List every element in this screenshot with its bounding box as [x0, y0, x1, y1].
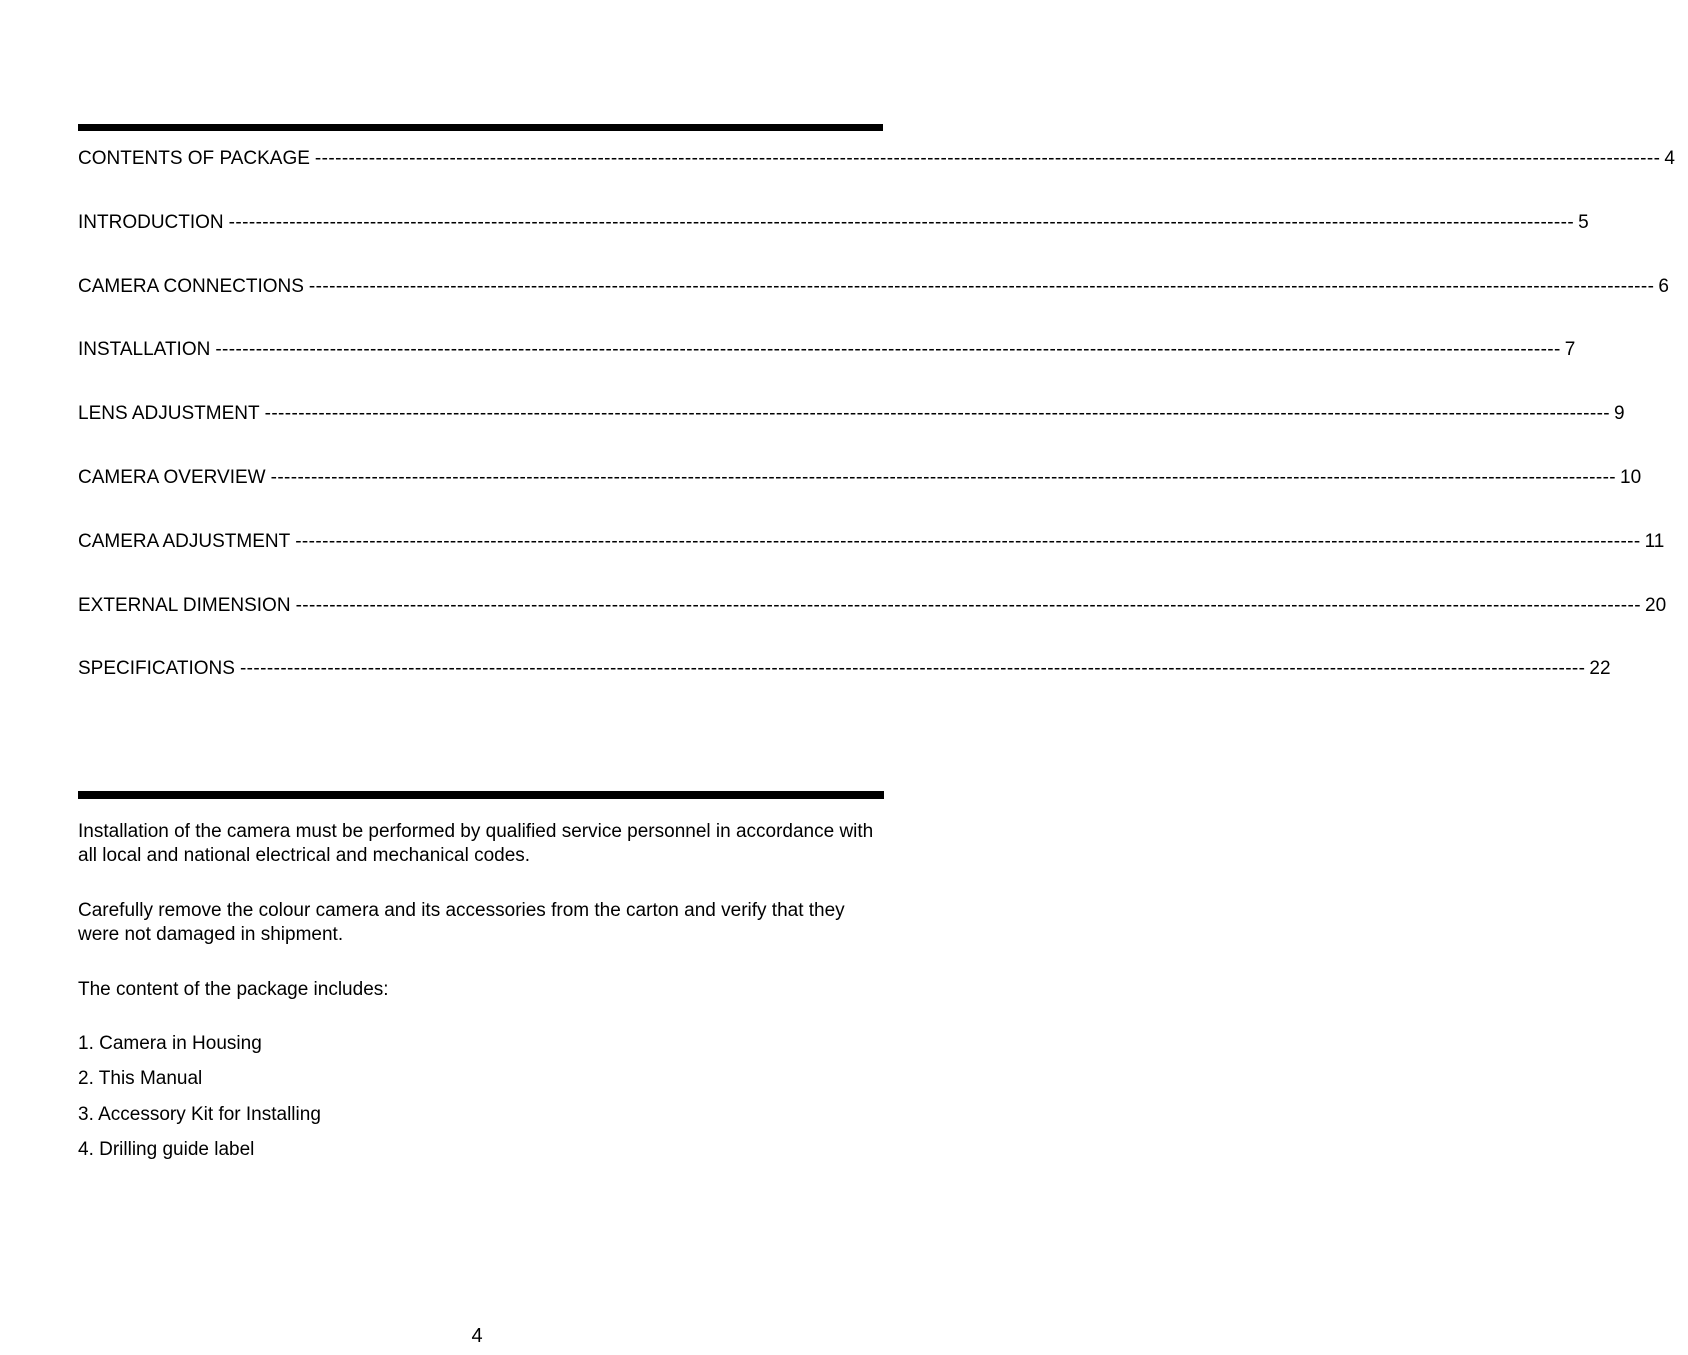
top-section-rule	[78, 124, 883, 131]
toc-entry-title: INSTALLATION	[78, 339, 211, 361]
toc-entry[interactable]	[78, 402, 1625, 466]
toc-leader-dashes: --------------------------------------------------------------------------------------------------------------------------------------------------------------------------------------------------------	[228, 211, 1575, 233]
toc-entry[interactable]	[78, 211, 1589, 275]
toc-entry[interactable]	[78, 466, 1642, 530]
toc-leader-dashes: --------------------------------------------------------------------------------------------------------------------------------------------------------------------------------------------------------	[264, 403, 1611, 425]
unpacking-paragraph: Carefully remove the colour camera and its accessories from the carton and verify that they were not damaged in shipment.	[78, 900, 845, 945]
list-item: 2. This Manual	[78, 1068, 203, 1090]
qualified-personnel-paragraph: Installation of the camera must be performed by qualified service personnel in accordance with all local and national electrical and mechanical codes.	[78, 821, 874, 866]
toc-entry-page: 7	[1564, 339, 1576, 361]
package-contents-list	[78, 1032, 321, 1174]
toc-leader-dashes: --------------------------------------------------------------------------------------------------------------------------------------------------------------------------------------------------------	[215, 339, 1561, 361]
toc-entry-title: INTRODUCTION	[78, 211, 224, 233]
toc-entry-page: 4	[1664, 148, 1675, 169]
toc-leader-dashes: --------------------------------------------------------------------------------------------------------------------------------------------------------------------------------------------------------	[270, 466, 1617, 488]
toc-entry-page: 9	[1614, 403, 1625, 425]
toc-leader-dashes: --------------------------------------------------------------------------------------------------------------------------------------------------------------------------------------------------------	[314, 148, 1661, 169]
toc-entry-page: 11	[1644, 530, 1665, 552]
toc-entry-title: CAMERA OVERVIEW	[78, 466, 266, 488]
toc-entry-page: 5	[1578, 211, 1589, 233]
list-item: 4. Drilling guide label	[78, 1139, 255, 1161]
toc-entry[interactable]	[78, 147, 1675, 211]
page-number: 4	[471, 1325, 483, 1347]
toc-entry[interactable]	[78, 275, 1669, 339]
toc-entry-title: CONTENTS OF PACKAGE	[78, 148, 310, 169]
toc-entry-title: LENS ADJUSTMENT	[78, 403, 260, 425]
toc-entry-title: CAMERA ADJUSTMENT	[78, 530, 291, 552]
list-item: 3. Accessory Kit for Installing	[78, 1103, 321, 1125]
toc-leader-dashes: --------------------------------------------------------------------------------------------------------------------------------------------------------------------------------------------------------	[239, 658, 1586, 680]
list-item: 1. Camera in Housing	[78, 1033, 262, 1054]
toc-leader-dashes: --------------------------------------------------------------------------------------------------------------------------------------------------------------------------------------------------------	[295, 530, 1641, 552]
toc-entry-page: 6	[1658, 275, 1669, 297]
toc-entry[interactable]	[78, 594, 1667, 658]
table-of-contents	[78, 147, 1675, 721]
toc-leader-dashes: --------------------------------------------------------------------------------------------------------------------------------------------------------------------------------------------------------	[295, 594, 1641, 616]
toc-entry-page: 22	[1589, 658, 1611, 680]
toc-entry[interactable]	[78, 657, 1611, 721]
toc-entry-page: 20	[1645, 594, 1667, 616]
toc-entry[interactable]	[78, 530, 1665, 594]
toc-entry-title: SPECIFICATIONS	[78, 658, 235, 680]
toc-entry-title: EXTERNAL DIMENSION	[78, 594, 291, 616]
toc-entry[interactable]	[78, 338, 1576, 402]
package-contents-intro: The content of the package includes:	[78, 979, 389, 1000]
toc-entry-page: 10	[1620, 466, 1642, 488]
package-section-rule	[78, 791, 884, 799]
toc-entry-title: CAMERA CONNECTIONS	[78, 275, 304, 297]
toc-leader-dashes: --------------------------------------------------------------------------------------------------------------------------------------------------------------------------------------------------------	[308, 275, 1655, 297]
